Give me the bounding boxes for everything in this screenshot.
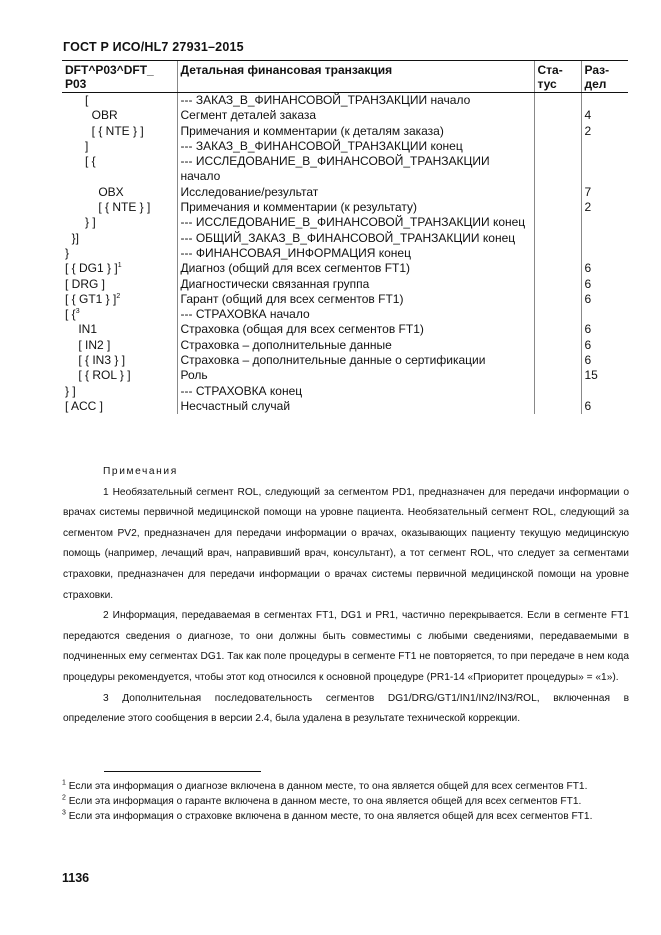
table-row: [62, 185, 628, 200]
table-row: [62, 292, 628, 307]
section-cell: [581, 139, 628, 154]
table-row: [62, 215, 628, 230]
description-cell-text: Страховка – дополнительные данные о сертификации: [180, 353, 486, 368]
section-cell-text: 4: [584, 108, 592, 123]
segment-cell: [62, 108, 177, 123]
description-cell-text: --- ОБЩИЙ_ЗАКАЗ_В_ФИНАНСОВОЙ_ТРАНЗАКЦИИ конец: [180, 230, 516, 245]
footnote-text: Если эта информация о страховке включена в данном месте, то она является общей для всех сегментов FT1.: [65, 810, 593, 822]
status-cell: [534, 292, 581, 307]
section-cell: [581, 93, 628, 109]
section-cell-text: 2: [584, 200, 592, 215]
description-cell: [177, 215, 534, 230]
section-cell-text: 6: [584, 276, 592, 291]
table-row: [62, 399, 628, 414]
description-cell-text: --- ЗАКАЗ_В_ФИНАНСОВОЙ_ТРАНЗАКЦИИ конец: [180, 138, 463, 153]
table-row: [62, 261, 628, 276]
status-cell: [534, 200, 581, 215]
segment-cell-text: [ ACC ]: [65, 398, 104, 413]
description-cell-text: --- ИССЛЕДОВАНИЕ_В_ФИНАНСОВОЙ_ТРАНЗАКЦИИ конец: [180, 215, 526, 230]
description-cell: [177, 322, 534, 337]
segment-cell: [62, 338, 177, 353]
col-header-status: Ста- тус: [534, 61, 581, 93]
description-cell: [177, 108, 534, 123]
col-header-description: Детальная финансовая транзакция: [177, 61, 534, 93]
footnote-3: [62, 810, 628, 825]
description-cell-text: --- ФИНАНСОВАЯ_ИНФОРМАЦИЯ конец: [180, 245, 411, 260]
table-header-row: [62, 61, 628, 93]
segment-cell-text: [ { IN3 } ]: [65, 353, 126, 368]
description-cell-text: Диагностически связанная группа: [180, 276, 370, 291]
table-row: [62, 384, 628, 399]
status-cell: [534, 277, 581, 292]
description-cell-text: Страховка – дополнительные данные: [180, 337, 392, 352]
footnote-divider: [104, 771, 261, 772]
description-cell: [177, 261, 534, 276]
description-cell: [177, 124, 534, 139]
footnote-mark: 1: [62, 779, 66, 787]
table-row: [62, 124, 628, 139]
description-cell-text: --- ИССЛЕДОВАНИЕ_В_ФИНАНСОВОЙ_ТРАНЗАКЦИИ начало: [180, 154, 490, 184]
segment-cell-text: [ { NTE } ]: [65, 123, 144, 138]
segment-cell: [62, 231, 177, 246]
segment-cell: [62, 185, 177, 200]
note-3: 3 Дополнительная последовательность сегментов DG1/DRG/GT1/IN1/IN2/IN3/ROL, включенная в определение этого сообщения в версии 2.4, была удалена в результате технической коррекции.: [63, 692, 629, 725]
segment-cell: [62, 307, 177, 322]
segment-cell-text: [ IN2 ]: [65, 337, 111, 352]
status-cell: [534, 93, 581, 109]
note-2: 2 Информация, передаваемая в сегментах FT1, DG1 и PR1, частично перекрывается. Если в сегменте FT1 передаются сведения о диагнозе, то они должны быть совместимы с любыми сведениями, передаваемыми в подчиненных ему сегментах DG1. Так как поле процедуры в сегменте FT1 не повторяется, то при передаче в нем кода процедуры рекомендуется, чтобы этот код относился к основной процедуре (PR1-14 «Приоритет процедуры» = «1»).: [63, 610, 629, 683]
description-cell-text: Примечания и комментарии (к деталям заказа): [180, 123, 444, 138]
description-cell: [177, 139, 534, 154]
description-cell: [177, 93, 534, 109]
segment-cell: [62, 215, 177, 230]
notes-block: [63, 462, 629, 730]
section-cell: [581, 322, 628, 337]
section-cell-text: 6: [584, 353, 592, 368]
status-cell: [534, 139, 581, 154]
col-header-segment: DFT^P03^DFT_ P03: [62, 61, 177, 93]
footnote-ref: 3: [75, 308, 80, 316]
section-cell-text: 7: [584, 184, 592, 199]
description-cell: [177, 246, 534, 261]
table-row: [62, 368, 628, 383]
status-cell: [534, 231, 581, 246]
section-cell: [581, 353, 628, 368]
notes-heading: Примечания: [103, 466, 178, 477]
footnote-text: Если эта информация о диагнозе включена в данном месте, то она является общей для всех сегментов FT1.: [65, 781, 588, 792]
table-row: [62, 353, 628, 368]
segment-cell-text: OBX: [65, 184, 124, 199]
section-cell: [581, 185, 628, 200]
segment-cell: [62, 93, 177, 109]
footnote-mark: 3: [62, 809, 66, 817]
segment-cell-text: }: [65, 245, 70, 260]
segment-cell-text: }]: [65, 230, 80, 245]
table-row: [62, 322, 628, 337]
segment-cell: [62, 277, 177, 292]
segment-cell: [62, 200, 177, 215]
document-title: ГОСТ Р ИСО/HL7 27931–2015: [63, 40, 244, 54]
section-cell: [581, 384, 628, 399]
segment-cell: [62, 154, 177, 185]
footnote-text: Если эта информация о гаранте включена в данном месте, то она является общей для всех сегментов FT1.: [65, 795, 582, 807]
table-row: [62, 231, 628, 246]
description-cell: [177, 231, 534, 246]
segment-cell-text: [ { ROL } ]: [65, 368, 131, 383]
description-cell-text: Роль: [180, 368, 208, 383]
footnote-ref: 2: [116, 292, 121, 300]
description-cell: [177, 399, 534, 414]
status-cell: [534, 353, 581, 368]
footnote-2: [62, 795, 628, 810]
segment-cell-text: [: [65, 93, 89, 107]
section-cell: [581, 307, 628, 322]
description-cell: [177, 154, 534, 185]
description-cell-text: Примечания и комментарии (к результату): [180, 200, 417, 215]
segment-cell-text: OBR: [65, 108, 118, 123]
footnote-mark: 2: [62, 794, 66, 802]
footnote-1: [62, 780, 628, 795]
table-row: [62, 139, 628, 154]
segment-cell-text: [ { DG1 } ]: [65, 261, 118, 276]
table-row: [62, 93, 628, 109]
segment-cell: [62, 261, 177, 276]
description-cell-text: Страховка (общая для всех сегментов FT1): [180, 322, 424, 337]
footnote-ref: 1: [117, 262, 122, 270]
section-cell: [581, 399, 628, 414]
status-cell: [534, 154, 581, 185]
col-header-section: Раз- дел: [581, 61, 628, 93]
segment-cell-text: } ]: [65, 215, 96, 230]
section-cell: [581, 215, 628, 230]
description-cell: [177, 338, 534, 353]
description-cell-text: --- ЗАКАЗ_В_ФИНАНСОВОЙ_ТРАНЗАКЦИИ начало: [180, 93, 471, 107]
description-cell-text: Исследование/результат: [180, 184, 319, 199]
table-row: [62, 154, 628, 185]
status-cell: [534, 215, 581, 230]
description-cell-text: --- СТРАХОВКА начало: [180, 307, 310, 322]
description-cell: [177, 368, 534, 383]
description-cell-text: Сегмент деталей заказа: [180, 108, 317, 123]
section-cell: [581, 368, 628, 383]
section-cell-text: 6: [584, 398, 592, 413]
section-cell-text: 6: [584, 322, 592, 337]
segment-cell-text: } ]: [65, 383, 76, 398]
description-cell: [177, 384, 534, 399]
section-cell-text: 2: [584, 123, 592, 138]
message-structure-table: [62, 60, 628, 414]
section-cell-text: 15: [584, 368, 598, 383]
section-cell: [581, 261, 628, 276]
status-cell: [534, 307, 581, 322]
status-cell: [534, 185, 581, 200]
section-cell-text: 6: [584, 337, 592, 352]
footnotes-block: [62, 780, 628, 824]
status-cell: [534, 124, 581, 139]
segment-cell: [62, 322, 177, 337]
segment-cell-text: [ DRG ]: [65, 276, 106, 291]
segment-cell: [62, 292, 177, 307]
section-cell: [581, 154, 628, 185]
segment-cell: [62, 353, 177, 368]
section-cell: [581, 231, 628, 246]
segment-cell: [62, 246, 177, 261]
description-cell: [177, 353, 534, 368]
segment-cell: [62, 368, 177, 383]
description-cell-text: Диагноз (общий для всех сегментов FT1): [180, 261, 411, 276]
description-cell-text: Гарант (общий для всех сегментов FT1): [180, 291, 404, 306]
section-cell-text: 6: [584, 291, 592, 306]
table-row: [62, 200, 628, 215]
description-cell-text: --- СТРАХОВКА конец: [180, 383, 303, 398]
segment-cell-text: [ { GT1 } ]: [65, 291, 117, 306]
section-cell: [581, 108, 628, 123]
section-cell: [581, 124, 628, 139]
segment-cell: [62, 384, 177, 399]
table-row: [62, 246, 628, 261]
section-cell: [581, 200, 628, 215]
status-cell: [534, 322, 581, 337]
status-cell: [534, 384, 581, 399]
section-cell-text: 6: [584, 261, 592, 276]
segment-cell-text: [ {: [65, 154, 96, 169]
section-cell: [581, 292, 628, 307]
note-1: 1 Необязательный сегмент ROL, следующий за сегментом PD1, предназначен для передачи информации о врачах системы первичной медицинской помощи на уровне пациента. Необязательный сегмент ROL, следующий за сегментом PV2, предназначен для передачи информации о врачах, оказывающих пациенту текущую медицинскую помощь (например, лечащий врач, направивший врач, консультант), а тот сегмент ROL, что следует за сегментами страховки, предназначен для передачи информации о врачах системы первичной медицинской помощи на уровне страховки.: [63, 486, 629, 601]
section-cell: [581, 246, 628, 261]
status-cell: [534, 399, 581, 414]
page-number: 1136: [62, 871, 90, 885]
segment-cell-text: [ {: [65, 307, 76, 322]
status-cell: [534, 108, 581, 123]
table-body: [62, 93, 628, 415]
segment-cell: [62, 124, 177, 139]
segment-cell: [62, 139, 177, 154]
description-cell: [177, 292, 534, 307]
description-cell: [177, 185, 534, 200]
table-row: [62, 307, 628, 322]
table-row: [62, 108, 628, 123]
status-cell: [534, 246, 581, 261]
status-cell: [534, 338, 581, 353]
table-row: [62, 277, 628, 292]
section-cell: [581, 338, 628, 353]
status-cell: [534, 368, 581, 383]
section-cell: [581, 277, 628, 292]
table-row: [62, 338, 628, 353]
description-cell-text: Несчастный случай: [180, 398, 291, 413]
description-cell: [177, 277, 534, 292]
segment-cell-text: ]: [65, 138, 89, 153]
description-cell: [177, 200, 534, 215]
description-cell: [177, 307, 534, 322]
segment-cell-text: [ { NTE } ]: [65, 200, 151, 215]
segment-cell: [62, 399, 177, 414]
status-cell: [534, 261, 581, 276]
segment-cell-text: IN1: [65, 322, 98, 337]
